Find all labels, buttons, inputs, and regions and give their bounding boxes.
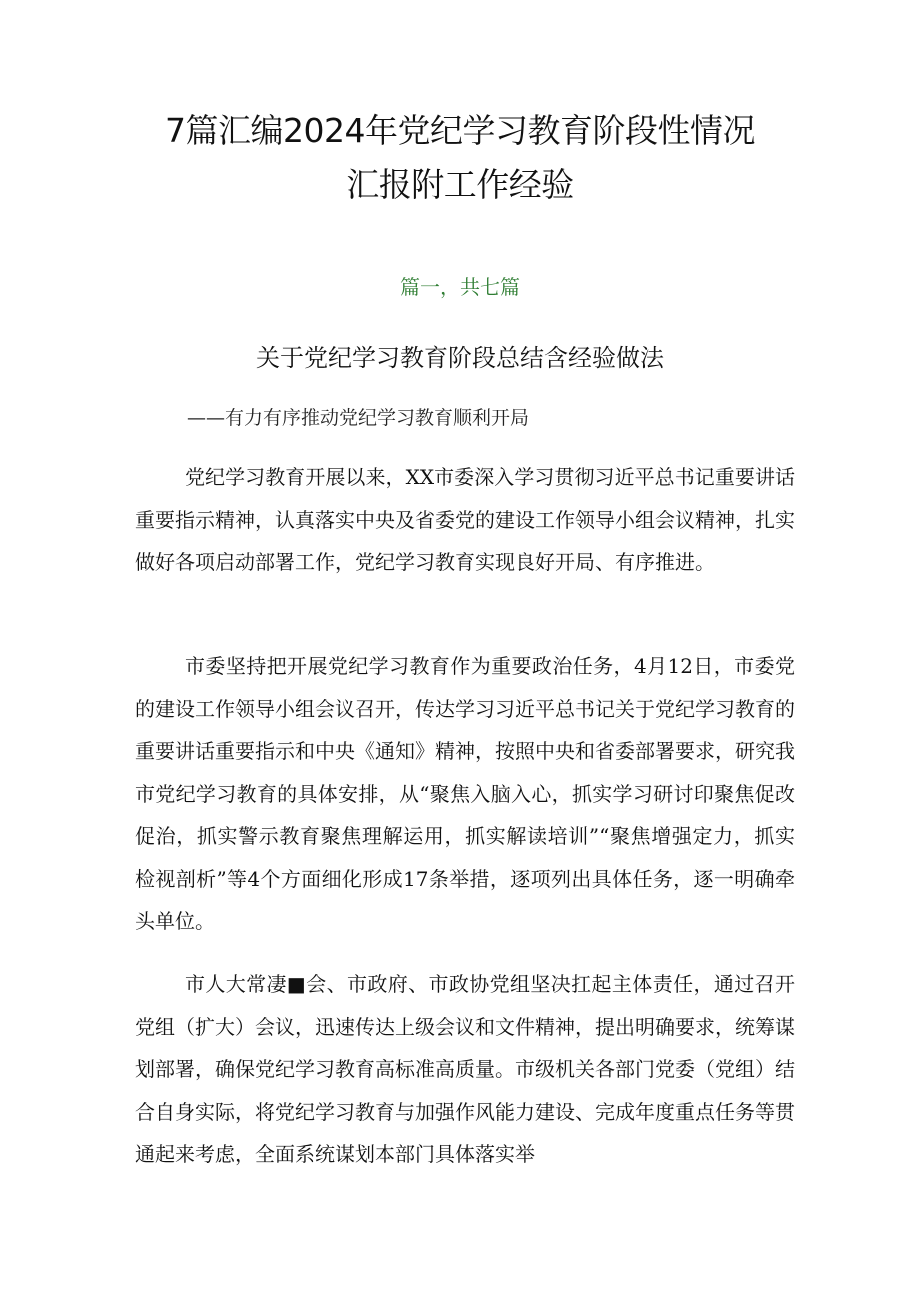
paragraph-3: 市人大常凄■会、市政府、市政协党组坚决扛起主体责任，通过召开党组（扩大）会议，迅速传达上级会议和文件精神，提出明确要求，统筹谋划部署，确保党纪学习教育高标准高质量。市级机关各部门党委（党组）结合自身实际，将党纪学习教育与加强作风能力建设、完成年度重点任务等贯通起来考虑，全面系统谋划本部门具体落实举 <box>135 972 795 1166</box>
document-title <box>110 104 810 212</box>
section-label: 篇一，共七篇 <box>400 275 520 299</box>
document-title-line-1: 7篇汇编2024年党纪学习教育阶段性情况 <box>165 111 755 150</box>
document-title-line-2: 汇报附工作经验 <box>346 165 574 204</box>
article-subtitle: ——有力有序推动党纪学习教育顺利开局 <box>187 407 530 429</box>
article-title: 关于党纪学习教育阶段总结含经验做法 <box>256 344 664 372</box>
paragraph-1: 党纪学习教育开展以来，XX市委深入学习贯彻习近平总书记重要讲话重要指示精神，认真落实中央及省委党的建设工作领导小组会议精神，扎实做好各项启动部署工作，党纪学习教育实现良好开局、有序推进。 <box>135 465 795 574</box>
paragraph-2: 市委坚持把开展党纪学习教育作为重要政治任务，4月12日，市委党的建设工作领导小组会议召开，传达学习习近平总书记关于党纪学习教育的重要讲话重要指示和中央《通知》精神，按照中央和省委部署要求，研究我市党纪学习教育的具体安排，从“聚焦入脑入心，抓实学习研讨印聚焦促改促治，抓实警示教育聚焦理解运用，抓实解读培训”“聚焦增强定力，抓实检视剖析”等4个方面细化形成17条举措，逐项列出具体任务，逐一明确牵头单位。 <box>135 654 795 933</box>
